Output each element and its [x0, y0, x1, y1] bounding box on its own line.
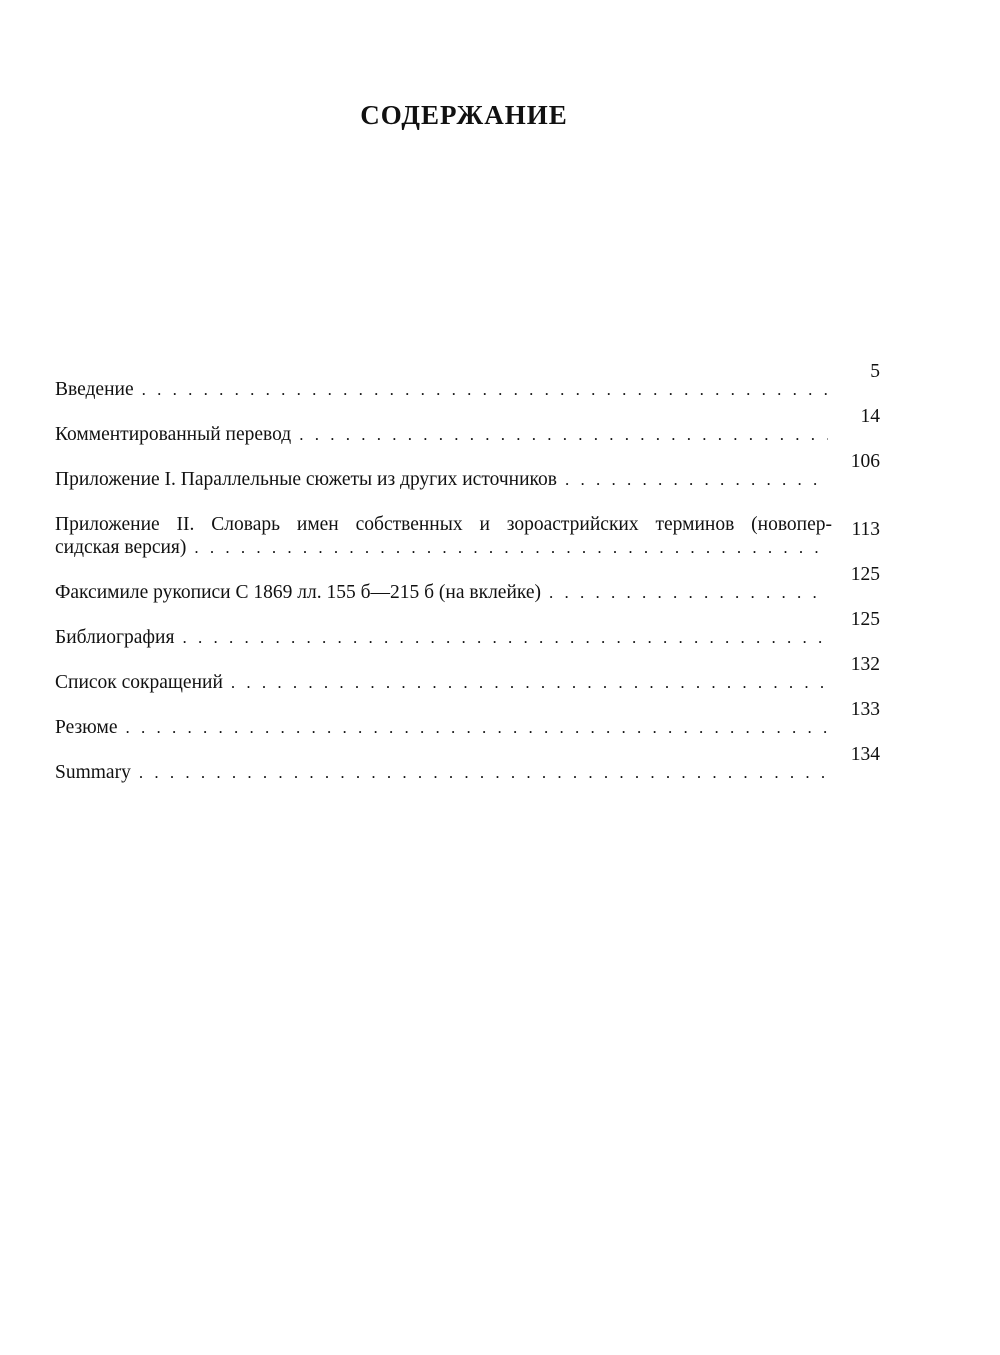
toc-entry-label: Введение [55, 379, 134, 400]
toc-entry-appendix-1 [55, 451, 880, 491]
toc-page-number: 132 [850, 654, 880, 675]
dot-leader [142, 378, 828, 401]
toc-entry-label: Библиография [55, 627, 175, 648]
toc-entry-summary [55, 744, 880, 784]
toc-entry-label-line1: Приложение II. Словарь имен собственных и зороастрийских терминов (новопер- [55, 514, 832, 535]
table-of-contents [55, 361, 880, 806]
dot-leader [182, 626, 828, 649]
toc-page-number: 106 [850, 451, 880, 472]
toc-entry-label: Комментированный перевод [55, 424, 292, 445]
toc-page-number: 125 [850, 609, 880, 630]
toc-entry-introduction [55, 361, 880, 401]
toc-page-number: 113 [851, 519, 880, 540]
toc-entry-appendix-2 [55, 513, 880, 559]
toc-entry-label: Резюме [55, 717, 118, 738]
dot-leader [565, 468, 828, 491]
dot-leader [299, 423, 828, 446]
toc-page-number: 14 [860, 406, 880, 427]
toc-entry-abbreviations [55, 654, 880, 694]
toc-entry-facsimile [55, 564, 880, 604]
toc-entry-label: Список сокращений [55, 672, 223, 693]
dot-leader [549, 581, 828, 604]
toc-entry-label: Факсимиле рукописи С 1869 лл. 155 б—215 б (на вклейке) [55, 582, 542, 603]
toc-entry-bibliography [55, 609, 880, 649]
toc-entry-label: Summary [55, 762, 131, 783]
toc-page-number: 5 [870, 361, 880, 382]
toc-entry-translation [55, 406, 880, 446]
toc-page-number: 133 [850, 699, 880, 720]
dot-leader [231, 671, 828, 694]
dot-leader [194, 536, 828, 559]
dot-leader [139, 761, 828, 784]
dot-leader [126, 716, 829, 739]
toc-page-number: 134 [850, 744, 880, 765]
toc-entry-label: Приложение I. Параллельные сюжеты из других источников [55, 469, 557, 490]
toc-page-number: 125 [850, 564, 880, 585]
page-title: СОДЕРЖАНИЕ [360, 100, 568, 131]
toc-entry-resume [55, 699, 880, 739]
toc-entry-label-line2: сидская версия) [55, 537, 187, 558]
